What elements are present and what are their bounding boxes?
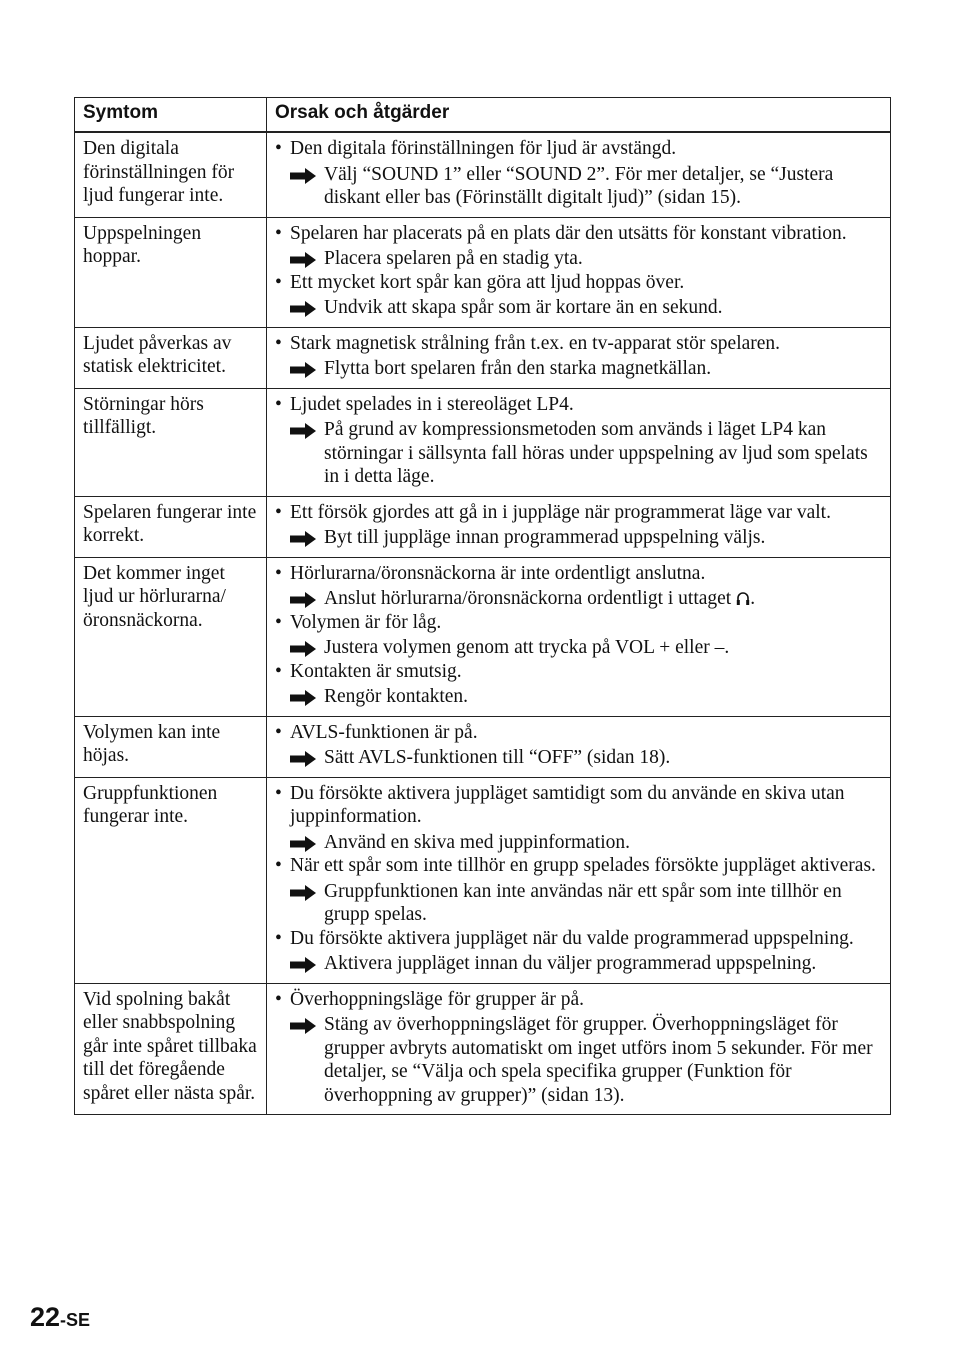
arrow-right-icon — [290, 530, 316, 546]
cause-text: Spelaren har placerats på en plats där den utsätts för konstant vibration. — [290, 222, 847, 244]
symptom-cell: Den digitala förinställningen för ljud fungerar inte. — [75, 132, 267, 217]
bullet-icon: • — [275, 782, 282, 804]
remedy-item — [275, 636, 882, 660]
symptom-cell: Vid spolning bakåt eller snabbspolning går inte spåret tillbaka till det föregående spåret eller nästa spår. — [75, 983, 267, 1115]
bullet-icon: • — [275, 988, 282, 1010]
remedy-suffix: . — [750, 588, 756, 609]
arrow-right-icon — [290, 689, 316, 705]
cause-item — [275, 137, 882, 161]
symptom-cell: Spelaren fungerar inte korrekt. — [75, 496, 267, 557]
cause-item — [275, 660, 882, 684]
cause-item — [275, 562, 882, 586]
remedy-text: Stäng av överhoppningsläget för grupper. Överhoppningsläget för grupper avbryts automatiskt om inget utförs inom 5 sekunder. För mer detaljer, se “Välja och spela specifika grupper (Funktion för överhoppning av grupper)” (sidan 13). — [324, 1014, 873, 1106]
table-row — [75, 388, 891, 496]
table-row — [75, 557, 891, 716]
cause-cell — [267, 777, 891, 983]
remedy-item — [275, 296, 882, 320]
bullet-icon: • — [275, 855, 282, 876]
cause-cell — [267, 557, 891, 716]
cause-item — [275, 988, 882, 1012]
remedy-item — [275, 880, 882, 927]
bullet-icon: • — [275, 562, 282, 584]
cause-text: När ett spår som inte tillhör en grupp spelades försökte juppläget aktiveras. — [290, 855, 876, 876]
table-row — [75, 983, 891, 1115]
header-cause: Orsak och åtgärder — [267, 98, 891, 133]
bullet-icon: • — [275, 611, 282, 633]
symptom-cell: Ljudet påverkas av statisk elektricitet. — [75, 327, 267, 388]
cause-text: Volymen är för låg. — [290, 611, 442, 633]
cause-item — [275, 501, 882, 525]
symptom-cell: Gruppfunktionen fungerar inte. — [75, 777, 267, 983]
cause-item — [275, 927, 882, 951]
remedy-text: Rengör kontakten. — [324, 686, 469, 707]
page-number — [30, 1302, 90, 1333]
symptom-cell: Störningar hörs tillfälligt. — [75, 388, 267, 496]
remedy-item — [275, 163, 882, 210]
bullet-icon: • — [275, 721, 282, 743]
cause-item — [275, 393, 882, 417]
remedy-text: Sätt AVLS-funktionen till “OFF” (sidan 18). — [324, 747, 671, 768]
remedy-item — [275, 418, 882, 489]
table-body — [75, 132, 891, 1115]
remedy-text: Aktivera juppläget innan du väljer programmerad uppspelning. — [324, 953, 817, 974]
page-number-suffix: -SE — [60, 1310, 91, 1330]
remedy-text: Undvik att skapa spår som är kortare än en sekund. — [324, 297, 723, 318]
cause-text: Kontakten är smutsig. — [290, 660, 462, 682]
remedy-text: Placera spelaren på en stadig yta. — [324, 248, 583, 269]
arrow-right-icon — [290, 884, 316, 900]
cause-cell — [267, 716, 891, 777]
arrow-right-icon — [290, 956, 316, 972]
arrow-right-icon — [290, 1017, 316, 1033]
cause-item — [275, 782, 882, 829]
remedy-item — [275, 247, 882, 271]
cause-cell — [267, 983, 891, 1115]
troubleshooting-table — [74, 97, 891, 1115]
cause-cell — [267, 132, 891, 217]
remedy-text: Anslut hörlurarna/öronsnäckorna ordentligt i uttaget — [324, 588, 732, 609]
remedy-text: Gruppfunktionen kan inte användas när ett spår som inte tillhör en grupp spelas. — [324, 880, 842, 925]
table-row — [75, 716, 891, 777]
cause-cell — [267, 327, 891, 388]
arrow-right-icon — [290, 591, 316, 607]
arrow-right-icon — [290, 640, 316, 656]
headphone-icon — [736, 589, 750, 605]
remedy-text: Välj “SOUND 1” eller “SOUND 2”. För mer detaljer, se “Justera diskant eller bas (Förinställt digitalt ljud)” (sidan 15). — [324, 163, 834, 208]
cause-item — [275, 854, 882, 878]
cause-text: Överhoppningsläge för grupper är på. — [290, 988, 585, 1010]
remedy-text: Justera volymen genom att trycka på VOL + eller –. — [324, 637, 730, 658]
table-header-row — [75, 98, 891, 133]
remedy-item — [275, 526, 882, 550]
arrow-right-icon — [290, 422, 316, 438]
table-row — [75, 496, 891, 557]
symptom-cell: Det kommer inget ljud ur hörlurarna/ öronsnäckorna. — [75, 557, 267, 716]
cause-cell — [267, 496, 891, 557]
remedy-text: Byt till juppläge innan programmerad uppspelning väljs. — [324, 527, 766, 548]
cause-text: Ljudet spelades in i stereoläget LP4. — [290, 393, 574, 415]
bullet-icon: • — [275, 501, 282, 523]
cause-text: AVLS-funktionen är på. — [290, 721, 478, 743]
table-row — [75, 327, 891, 388]
cause-cell — [267, 388, 891, 496]
remedy-text: På grund av kompressionsmetoden som används i läget LP4 kan störningar i sällsynta fall höras under uppspelning av ljud som spelats in i detta läge. — [324, 419, 868, 487]
page-number-value: 22 — [30, 1302, 61, 1332]
bullet-icon: • — [275, 660, 282, 682]
table-row — [75, 217, 891, 327]
cause-text: Ett försök gjordes att gå in i juppläge när programmerat läge var valt. — [290, 501, 831, 523]
symptom-cell: Volymen kan inte höjas. — [75, 716, 267, 777]
arrow-right-icon — [290, 300, 316, 316]
remedy-item — [275, 952, 882, 976]
cause-item — [275, 271, 882, 295]
arrow-right-icon — [290, 251, 316, 267]
header-symptom: Symtom — [75, 98, 267, 133]
arrow-right-icon — [290, 835, 316, 851]
remedy-item — [275, 831, 882, 855]
remedy-item — [275, 685, 882, 709]
cause-item — [275, 222, 882, 246]
cause-text: Ett mycket kort spår kan göra att ljud hoppas över. — [290, 271, 685, 293]
cause-item — [275, 332, 882, 356]
remedy-text: Använd en skiva med juppinformation. — [324, 831, 630, 853]
cause-text: Stark magnetisk strålning från t.ex. en tv-apparat stör spelaren. — [290, 332, 781, 354]
bullet-icon: • — [275, 393, 282, 415]
table-row — [75, 132, 891, 217]
cause-item — [275, 611, 882, 635]
cause-text: Du försökte aktivera juppläget samtidigt som du använde en skiva utan juppinformation. — [290, 782, 845, 827]
remedy-item — [275, 1013, 882, 1107]
bullet-icon: • — [275, 138, 282, 159]
bullet-icon: • — [275, 927, 282, 949]
bullet-icon: • — [275, 271, 282, 293]
bullet-icon: • — [275, 332, 282, 354]
bullet-icon: • — [275, 222, 282, 244]
arrow-right-icon — [290, 167, 316, 183]
cause-text: Den digitala förinställningen för ljud är avstängd. — [290, 138, 677, 159]
remedy-item — [275, 746, 882, 770]
cause-cell — [267, 217, 891, 327]
remedy-item — [275, 587, 882, 611]
remedy-text: Flytta bort spelaren från den starka magnetkällan. — [324, 358, 712, 379]
cause-text: Du försökte aktivera juppläget när du valde programmerad uppspelning. — [290, 927, 854, 949]
remedy-item — [275, 357, 882, 381]
table-row — [75, 777, 891, 983]
arrow-right-icon — [290, 361, 316, 377]
symptom-cell: Uppspelningen hoppar. — [75, 217, 267, 327]
cause-item — [275, 721, 882, 745]
cause-text: Hörlurarna/öronsnäckorna är inte ordentligt anslutna. — [290, 562, 706, 584]
arrow-right-icon — [290, 750, 316, 766]
